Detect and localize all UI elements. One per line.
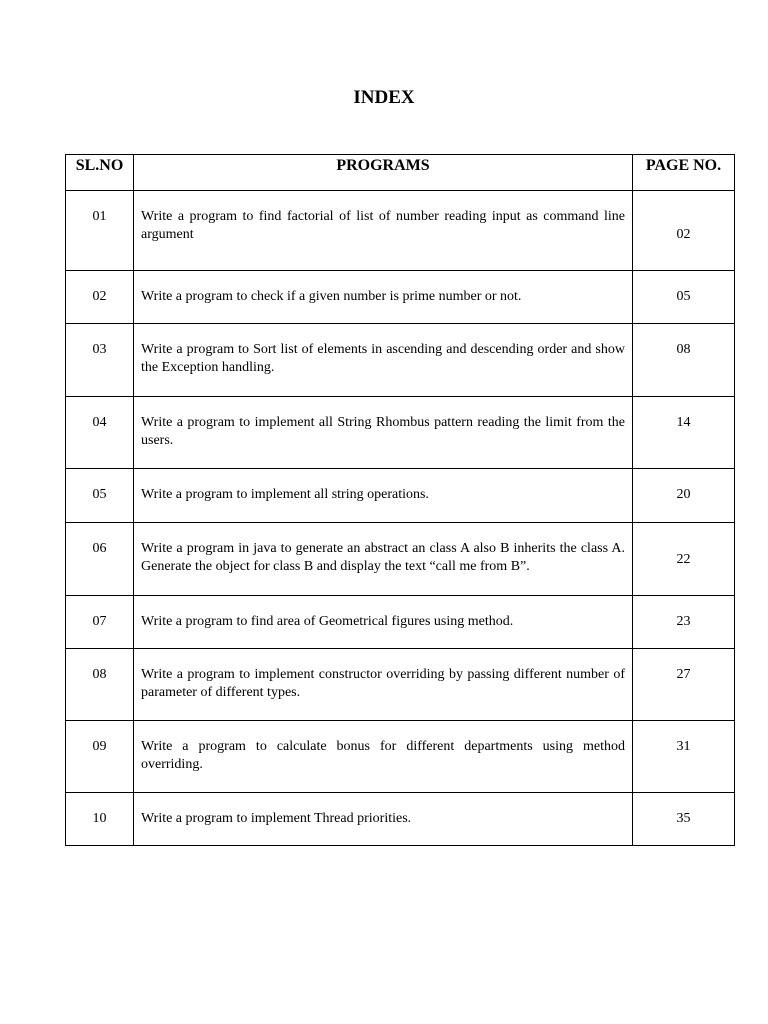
table-row: [66, 793, 735, 846]
row-program: Write a program in java to generate an abstract an class A also B inherits the class A. Generate the object for class B and display the text “call me from B”.: [134, 523, 633, 596]
row-page-no: 35: [633, 793, 735, 846]
table-row: [66, 721, 735, 793]
row-sl-no: 03: [66, 324, 134, 397]
header-page-no: PAGE NO.: [633, 155, 735, 191]
row-sl-no: 08: [66, 649, 134, 721]
table-row: [66, 191, 735, 271]
row-page-no: 02: [633, 191, 735, 271]
row-page-no: 27: [633, 649, 735, 721]
row-program: Write a program to Sort list of elements in ascending and descending order and show the Exception handling.: [134, 324, 633, 397]
header-programs: PROGRAMS: [134, 155, 633, 191]
row-page-no: 14: [633, 397, 735, 469]
row-page-no: 08: [633, 324, 735, 397]
row-sl-no: 10: [66, 793, 134, 846]
row-page-no: 31: [633, 721, 735, 793]
table-header-row: [66, 155, 735, 191]
row-program: Write a program to implement constructor overriding by passing different number of parameter of different types.: [134, 649, 633, 721]
table-row: [66, 649, 735, 721]
table-row: [66, 324, 735, 397]
index-table: [65, 154, 735, 846]
row-sl-no: 09: [66, 721, 134, 793]
table-row: [66, 397, 735, 469]
row-program: Write a program to implement all String Rhombus pattern reading the limit from the users.: [134, 397, 633, 469]
row-sl-no: 05: [66, 469, 134, 523]
page-title: INDEX: [353, 87, 415, 108]
row-program: Write a program to implement all string operations.: [134, 469, 633, 523]
row-page-no: 20: [633, 469, 735, 523]
row-program: Write a program to implement Thread priorities.: [134, 793, 633, 846]
row-page-no: 23: [633, 596, 735, 649]
table-row: [66, 271, 735, 324]
row-program: Write a program to check if a given number is prime number or not.: [134, 271, 633, 324]
row-sl-no: 06: [66, 523, 134, 596]
row-page-no: 22: [633, 523, 735, 596]
row-page-no: 05: [633, 271, 735, 324]
table-row: [66, 523, 735, 596]
row-program: Write a program to calculate bonus for different departments using method overriding.: [134, 721, 633, 793]
row-sl-no: 01: [66, 191, 134, 271]
table-row: [66, 469, 735, 523]
header-sl-no: SL.NO: [66, 155, 134, 191]
row-sl-no: 02: [66, 271, 134, 324]
table-row: [66, 596, 735, 649]
row-sl-no: 07: [66, 596, 134, 649]
row-program: Write a program to find area of Geometrical figures using method.: [134, 596, 633, 649]
row-sl-no: 04: [66, 397, 134, 469]
row-program: Write a program to find factorial of list of number reading input as command line argument: [134, 191, 633, 271]
